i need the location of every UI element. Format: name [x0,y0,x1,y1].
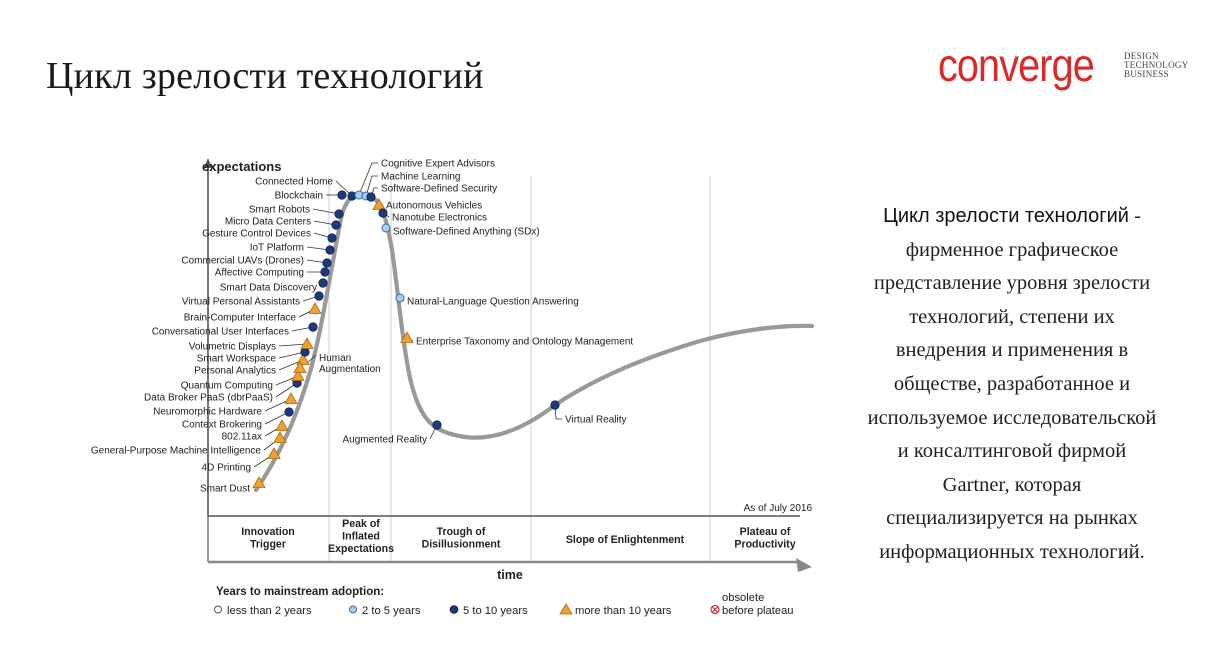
tech-marker-commercial-uavs-drones [323,259,331,267]
tech-label-conversational-user-interfaces: Conversational User Interfaces [151,326,289,338]
legend-item-3-label: 5 to 10 years [463,605,528,617]
tech-marker-iot-platform [326,246,334,254]
tech-label-nanotube-electronics: Nanotube Electronics [392,212,488,224]
tech-label-software-defined-security: Software-Defined Security [381,183,498,195]
tech-marker-context-brokering [285,408,293,416]
tech-label-autonomous-vehicles: Autonomous Vehicles [386,200,483,212]
description-block [836,200,1188,570]
description-line: внедрения и применения в [895,339,1129,362]
tech-marker-smart-robots [335,210,343,218]
phase-label-5-line-1: Plateau of [739,526,791,538]
adoption-legend [215,586,794,617]
tech-label-augmented-reality: Augmented Reality [342,434,427,446]
tech-label-quantum-computing: Quantum Computing [180,380,273,392]
tech-marker-virtual-reality [551,401,559,409]
tech-label-human-augmentation-1: Human [319,353,352,364]
tech-marker-software-defined-security [367,193,375,201]
logo-tagline-design: DESIGN [1124,51,1159,61]
hype-cycle-chart [70,150,815,630]
phase-label-1-line-1: Innovation [241,526,295,538]
description-line: используемое исследовательской [867,406,1157,429]
legend-item-4-label: more than 10 years [575,605,672,617]
tech-label-affective-computing: Affective Computing [214,267,304,279]
tech-label-virtual-personal-assistants: Virtual Personal Assistants [181,296,300,308]
tech-label-connected-home: Connected Home [255,176,333,188]
tech-label-smart-robots: Smart Robots [248,204,310,216]
phase-label-5-line-2: Productivity [734,538,796,551]
tech-marker-software-defined-anything-sdx [382,224,390,232]
description-line: представление уровня зрелости [873,272,1151,295]
phase-label-3-line-1: Trough of [436,526,486,538]
description-line: - фирменное графическое [905,205,1141,261]
tech-label-human-augmentation-2: Augmentation [319,364,381,375]
tech-label-neuromorphic-hardware: Neuromorphic Hardware [153,406,262,418]
tech-label-enterprise-taxonomy-and-ontology-management: Enterprise Taxonomy and Ontology Management [416,336,634,348]
tech-label-machine-learning: Machine Learning [381,171,461,183]
description-line: технологий, степени их [909,305,1115,328]
tech-marker-brain-computer-interface [309,303,321,314]
tech-marker-affective-computing [321,268,329,276]
tech-marker-augmented-reality [433,421,441,429]
tech-label-software-defined-anything-sdx: Software-Defined Anything (SDx) [393,226,540,238]
tech-label-4d-printing: 4D Printing [201,462,251,474]
tech-label-virtual-reality: Virtual Reality [565,414,627,426]
phase-label-2-line-1: Peak of [342,518,380,530]
tech-label-cognitive-expert-advisors: Cognitive Expert Advisors [381,158,495,170]
tech-label-gesture-control-devices: Gesture Control Devices [202,228,311,240]
description-lead: Цикл зрелости технологий [883,205,1129,227]
tech-label-smart-workspace: Smart Workspace [196,353,276,365]
tech-label-data-broker-paas-dbrpaas: Data Broker PaaS (dbrPaaS) [144,392,273,404]
legend-item-2-label: 2 to 5 years [362,605,421,617]
y-axis-label: expectations [202,159,282,174]
as-of-label: As of July 2016 [743,503,812,514]
legend-item-4-marker [560,604,572,614]
legend-item-1-label: less than 2 years [227,605,312,617]
phase-label-2-line-2: Inflated [342,530,380,543]
description-line: информационных технологий. [879,540,1145,563]
tech-marker-volumetric-displays [301,338,313,349]
tech-label-802-11ax: 802.11ax [221,431,262,443]
tech-marker-802-11ax [276,420,288,431]
x-axis-arrow [796,558,812,572]
tech-label-smart-data-discovery: Smart Data Discovery [219,282,317,294]
legend-item-3-marker [450,606,458,614]
legend-item-5-label-1: obsolete [722,592,765,604]
tech-marker-neuromorphic-hardware [285,393,297,404]
x-axis-label: time [497,568,523,582]
tech-label-micro-data-centers: Micro Data Centers [224,216,311,228]
tech-marker-gesture-control-devices [328,234,336,242]
tech-label-brain-computer-interface: Brain-Computer Interface [183,312,296,324]
tech-label-natural-language-question-answering: Natural-Language Question Answering [407,296,579,308]
tech-label-personal-analytics: Personal Analytics [194,365,276,377]
phase-labels [241,518,795,555]
converge-logo [938,39,1208,94]
legend-item-5-label-2: before plateau [722,605,794,617]
description-line: Gartner, которая [942,473,1082,496]
tech-marker-blockchain [338,191,346,199]
legend-title: Years to mainstream adoption: [216,586,385,598]
legend-item-2-marker [350,606,357,613]
tech-label-smart-dust: Smart Dust [199,483,250,495]
logo-tagline-business: BUSINESS [1124,69,1169,79]
tech-marker-smart-workspace [301,348,309,356]
tech-marker-conversational-user-interfaces [309,323,317,331]
description-line: специализируется на рынках [886,507,1138,530]
legend-item-5-marker [711,606,719,614]
phase-label-1-line-2: Trigger [250,538,286,551]
phase-label-4-line-1: Slope of Enlightenment [565,534,685,546]
tech-marker-micro-data-centers [332,221,340,229]
tech-marker-natural-language-question-answering [396,294,404,302]
logo-tagline-technology: TECHNOLOGY [1124,60,1189,70]
description-line: и консалтинговой фирмой [897,440,1127,463]
tech-label-context-brokering: Context Brokering [181,419,262,431]
logo-tagline [1124,52,1189,79]
tech-label-volumetric-displays: Volumetric Displays [188,341,276,353]
tech-marker-smart-data-discovery [319,279,327,287]
slide-title: Цикл зрелости технологий [46,55,484,97]
legend-item-1-marker [215,606,222,613]
leader-cognitive-expert-advisors [359,163,378,195]
tech-label-commercial-uavs-drones: Commercial UAVs (Drones) [181,255,304,267]
technology-labels [91,159,633,495]
tech-label-general-purpose-machine-intelligence: General-Purpose Machine Intelligence [90,445,261,457]
phase-label-2-line-3: Expectations [328,542,394,555]
description-line: обществе, разработанное и [893,372,1131,395]
tech-label-blockchain: Blockchain [274,190,323,202]
tech-label-iot-platform: IoT Platform [249,242,304,254]
logo-wordmark: converge [938,39,1094,91]
phase-label-3-line-2: Disillusionment [421,538,501,551]
